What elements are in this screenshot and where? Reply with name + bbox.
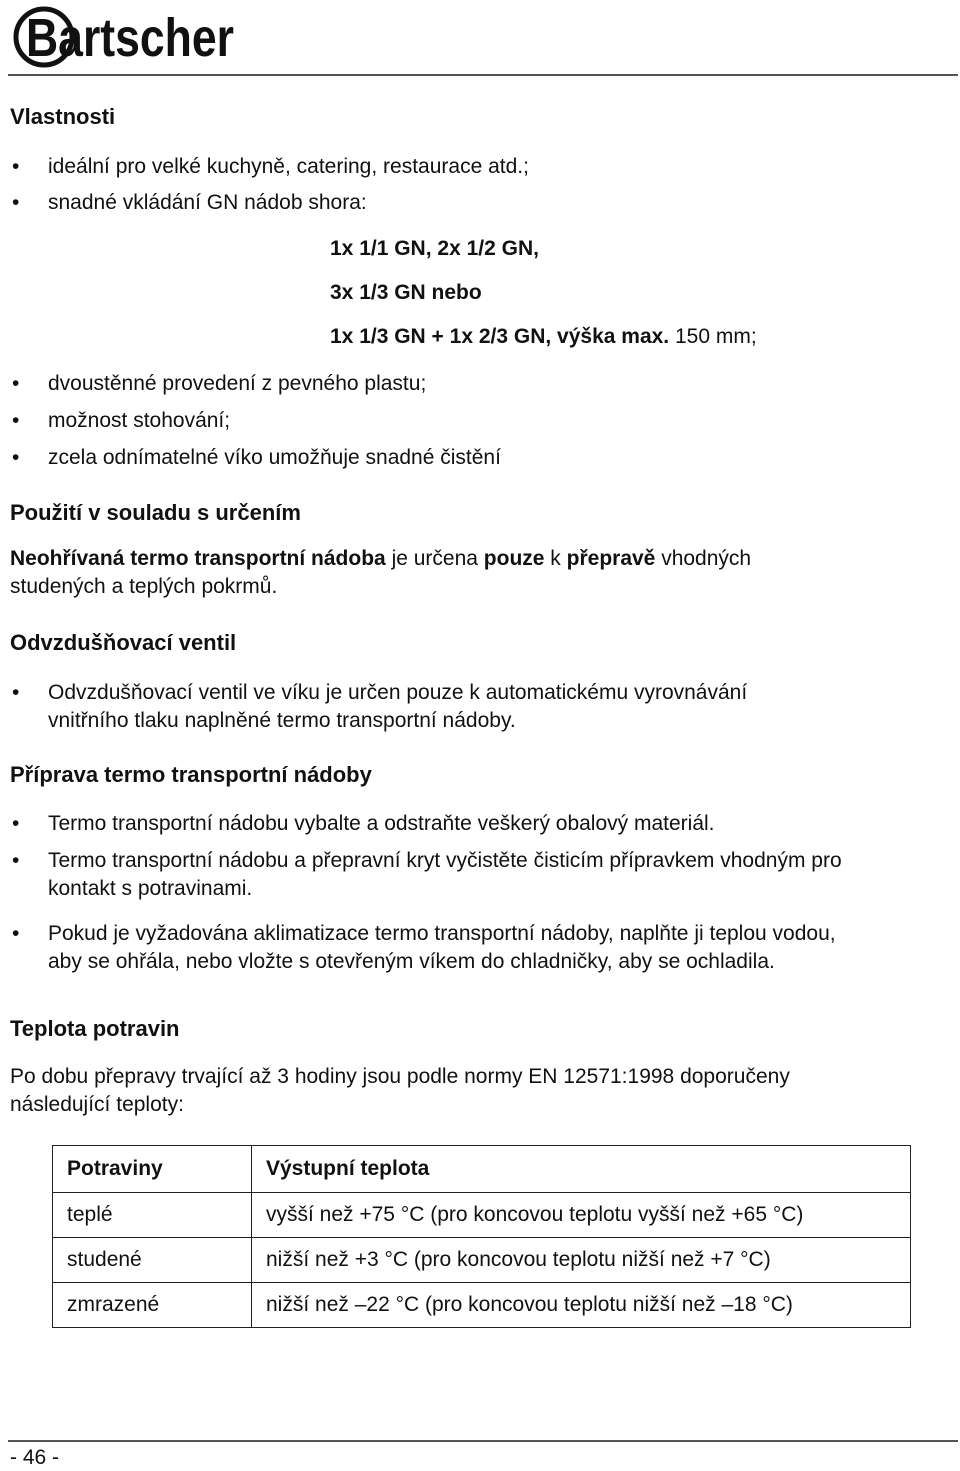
gn-line: 3x 1/3 GN nebo	[330, 281, 482, 304]
list-item: ideální pro velké kuchyně, catering, restaurace atd.;	[48, 155, 529, 178]
list-item: dvoustěnné provedení z pevného plastu;	[48, 372, 427, 395]
page-number: - 46 -	[10, 1446, 60, 1469]
list-item: snadné vkládání GN nádob shora:	[48, 191, 367, 214]
bullet-icon: •	[12, 372, 20, 395]
list-item: zcela odnímatelné víko umožňuje snadné čistění	[48, 446, 501, 469]
table-row	[53, 1238, 911, 1283]
logo-text: Bartscher	[26, 8, 234, 68]
table-row	[53, 1193, 911, 1238]
section-title-priprava: Příprava termo transportní nádoby	[10, 762, 372, 787]
paragraph-teplota: Po dobu přepravy trvající až 3 hodiny jsou podle normy EN 12571:1998 doporučeny následující teploty:	[10, 1065, 790, 1116]
list-item: Termo transportní nádobu vybalte a odstraňte veškerý obalový materiál.	[48, 812, 715, 835]
table-cell: zmrazené	[53, 1283, 252, 1328]
table-header-row	[53, 1146, 911, 1193]
paragraph-pouziti: Neohřívaná termo transportní nádoba je určena pouze k přepravě vhodných studených a teplých pokrmů.	[10, 547, 752, 598]
gn-line: 1x 1/1 GN, 2x 1/2 GN,	[330, 237, 539, 260]
table-header-cell: Výstupní teplota	[252, 1146, 911, 1193]
bullet-icon: •	[12, 155, 20, 178]
bartscher-logo	[12, 4, 242, 70]
header-divider	[8, 74, 958, 76]
section-title-pouziti: Použití v souladu s určením	[10, 500, 301, 525]
list-item: Odvzdušňovací ventil ve víku je určen pouze k automatickému vyrovnávání vnitřního tlaku naplněné termo transportní nádoby.	[48, 681, 748, 732]
bullet-icon: •	[12, 409, 20, 432]
footer-divider	[8, 1440, 958, 1442]
table-cell: nižší než +3 °C (pro koncovou teplotu nižší než +7 °C)	[252, 1238, 911, 1283]
section-title-teplota: Teplota potravin	[10, 1016, 180, 1041]
list-item: Pokud je vyžadována aklimatizace termo transportní nádoby, naplňte ji teplou vodou, aby se ohřála, nebo vložte s otevřeným víkem do chladničky, aby se ochladila.	[48, 922, 836, 973]
list-item: Termo transportní nádobu a přepravní kryt vyčistěte čisticím přípravkem vhodným pro kontakt s potravinami.	[48, 849, 842, 900]
bullet-icon: •	[12, 446, 20, 469]
list-item: možnost stohování;	[48, 409, 231, 432]
bullet-icon: •	[12, 191, 20, 214]
table-row	[53, 1283, 911, 1328]
table-cell: teplé	[53, 1193, 252, 1238]
temperature-table	[52, 1145, 911, 1328]
section-title-vlastnosti: Vlastnosti	[10, 104, 116, 129]
table-header-cell: Potraviny	[53, 1146, 252, 1193]
table-cell: nižší než –22 °C (pro koncovou teplotu nižší než –18 °C)	[252, 1283, 911, 1328]
table-cell: vyšší než +75 °C (pro koncovou teplotu vyšší než +65 °C)	[252, 1193, 911, 1238]
gn-line: 1x 1/3 GN + 1x 2/3 GN, výška max. 150 mm;	[330, 325, 757, 348]
section-title-ventil: Odvzdušňovací ventil	[10, 630, 237, 655]
bullet-icon: •	[12, 681, 20, 704]
bullet-icon: •	[12, 849, 20, 872]
bullet-icon: •	[12, 922, 20, 945]
bullet-icon: •	[12, 812, 20, 835]
table-cell: studené	[53, 1238, 252, 1283]
